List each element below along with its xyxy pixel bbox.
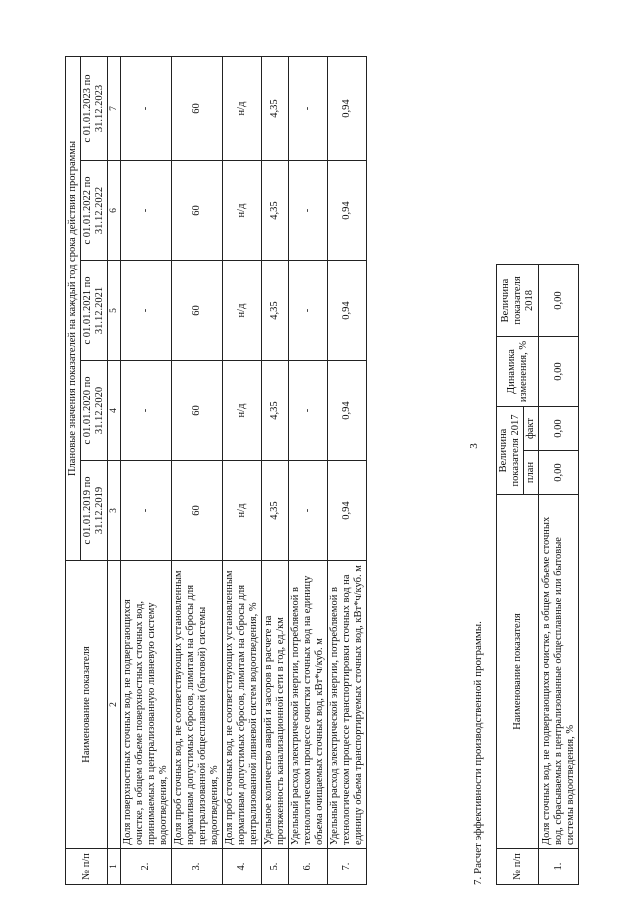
col-no-header: № п/п (497, 849, 539, 885)
plan-value: - (289, 161, 328, 261)
plan-value: н/д (223, 161, 262, 261)
dynamics-value: 0,00 (539, 337, 579, 407)
plan-value: - (121, 361, 172, 461)
plan-value: 0,94 (328, 461, 367, 561)
period-header: с 01.01.2023 по 31.12.2023 (81, 57, 108, 161)
plan-value: 4,35 (262, 461, 289, 561)
row-number: 6. (289, 849, 328, 885)
col-fact-header: факт (524, 407, 539, 451)
plan-value: - (289, 461, 328, 561)
col-value2018-header: Величина показателя 2018 (497, 265, 539, 337)
indicator-name: Доля сточных вод, не подвергающихся очистке, в общем объеме сточных вод, сбрасываемых в централизованные общесплавные или бытовые системы водоотведения, % (539, 495, 579, 849)
indicator-name: Удельный расход электрической энергии, потребляемой в технологическом процессе очистки сточных вод на единицу объема очищаемых сточных вод, кВт*ч/куб. м (289, 561, 328, 849)
row-number: 4. (223, 849, 262, 885)
plan-value: 60 (172, 57, 223, 161)
table-header-row (66, 57, 81, 885)
period-header: с 01.01.2021 по 31.12.2021 (81, 261, 108, 361)
plan-value: н/д (223, 261, 262, 361)
plan-value: - (121, 57, 172, 161)
period-header: с 01.01.2022 по 31.12.2022 (81, 161, 108, 261)
plan-value: 4,35 (262, 161, 289, 261)
col-dynamics-header: Динамика изменения, % (497, 337, 539, 407)
indicator-name: Удельное количество аварий и засоров в расчете на протяженность канализационной сети в год, ед./км (262, 561, 289, 849)
efficiency-table (496, 264, 579, 885)
plan-value: 0,94 (328, 261, 367, 361)
plan-indicators-table (65, 56, 367, 885)
section-title: 7. Расчет эффективности производственной программы. (472, 621, 484, 885)
plan-value: 60 (172, 161, 223, 261)
plan-value: 4,35 (262, 361, 289, 461)
indicator-name: Доля поверхностных сточных вод, не подвергающихся очистке, в общем объеме поверхностных сточных вод, принимаемых в централизованную ливневую систему водоотведения, % (121, 561, 172, 849)
row-number: 2. (121, 849, 172, 885)
plan-value: 4,35 (262, 261, 289, 361)
plan-value: - (121, 161, 172, 261)
table-row (539, 265, 579, 885)
plan-value: н/д (223, 361, 262, 461)
plan-value: н/д (223, 461, 262, 561)
column-index: 4 (108, 361, 121, 461)
fact-value: 0,00 (539, 407, 579, 451)
plan-value: 0,94 (328, 57, 367, 161)
col-plan-header: Плановые значения показателей на каждый год срока действия программы (66, 57, 81, 561)
row-number: 1. (539, 849, 579, 885)
column-index: 2 (108, 561, 121, 849)
row-number: 5. (262, 849, 289, 885)
plan-value: - (121, 461, 172, 561)
table-row (328, 57, 367, 885)
plan-value: - (289, 57, 328, 161)
plan-value: 60 (172, 461, 223, 561)
period-header: с 01.01.2019 по 31.12.2019 (81, 461, 108, 561)
plan-value: 60 (172, 361, 223, 461)
row-number: 3. (172, 849, 223, 885)
plan-value: - (289, 361, 328, 461)
col-no-header: № п/п (66, 849, 108, 885)
plan-value: 4,35 (262, 57, 289, 161)
plan-value: - (289, 261, 328, 361)
plan-value: 0,94 (328, 361, 367, 461)
table-row (262, 57, 289, 885)
table-row (172, 57, 223, 885)
table-row (121, 57, 172, 885)
plan-value: 0,94 (328, 161, 367, 261)
value2018: 0,00 (539, 265, 579, 337)
col-name-header: Наименование показателя (66, 561, 108, 849)
period-header: с 01.01.2020 по 31.12.2020 (81, 361, 108, 461)
indicator-name: Доля проб сточных вод, не соответствующих установленным нормативам допустимых сбросов, лимитам на сбросы для централизованной общесплавной (бытовой) системы водоотведения, % (172, 561, 223, 849)
indicator-name: Удельный расход электрической энергии, потребляемой в технологическом процессе транспортировки сточных вод на единицу объема транспортируемых сточных вод, кВт*ч/куб. м (328, 561, 367, 849)
column-index: 1 (108, 849, 121, 885)
table-header-row (497, 265, 524, 885)
table-row (223, 57, 262, 885)
column-index: 3 (108, 461, 121, 561)
indicator-name: Доля проб сточных вод, не соответствующих установленным нормативам допустимых сбросов, лимитам на сбросы для централизованной ливневой систем водоотведения, % (223, 561, 262, 849)
column-index: 6 (108, 161, 121, 261)
col-plan-header: план (524, 451, 539, 495)
plan-value: н/д (223, 57, 262, 161)
col-name-header: Наименование показателя (497, 495, 539, 849)
column-index: 5 (108, 261, 121, 361)
plan-value: 60 (172, 261, 223, 361)
plan-value: 0,00 (539, 451, 579, 495)
col-value2017-header: Величина показателя 2017 (497, 407, 524, 495)
column-index: 7 (108, 57, 121, 161)
page-number: 3 (467, 443, 480, 449)
plan-value: - (121, 261, 172, 361)
column-index-row (108, 57, 121, 885)
table-row (289, 57, 328, 885)
row-number: 7. (328, 849, 367, 885)
